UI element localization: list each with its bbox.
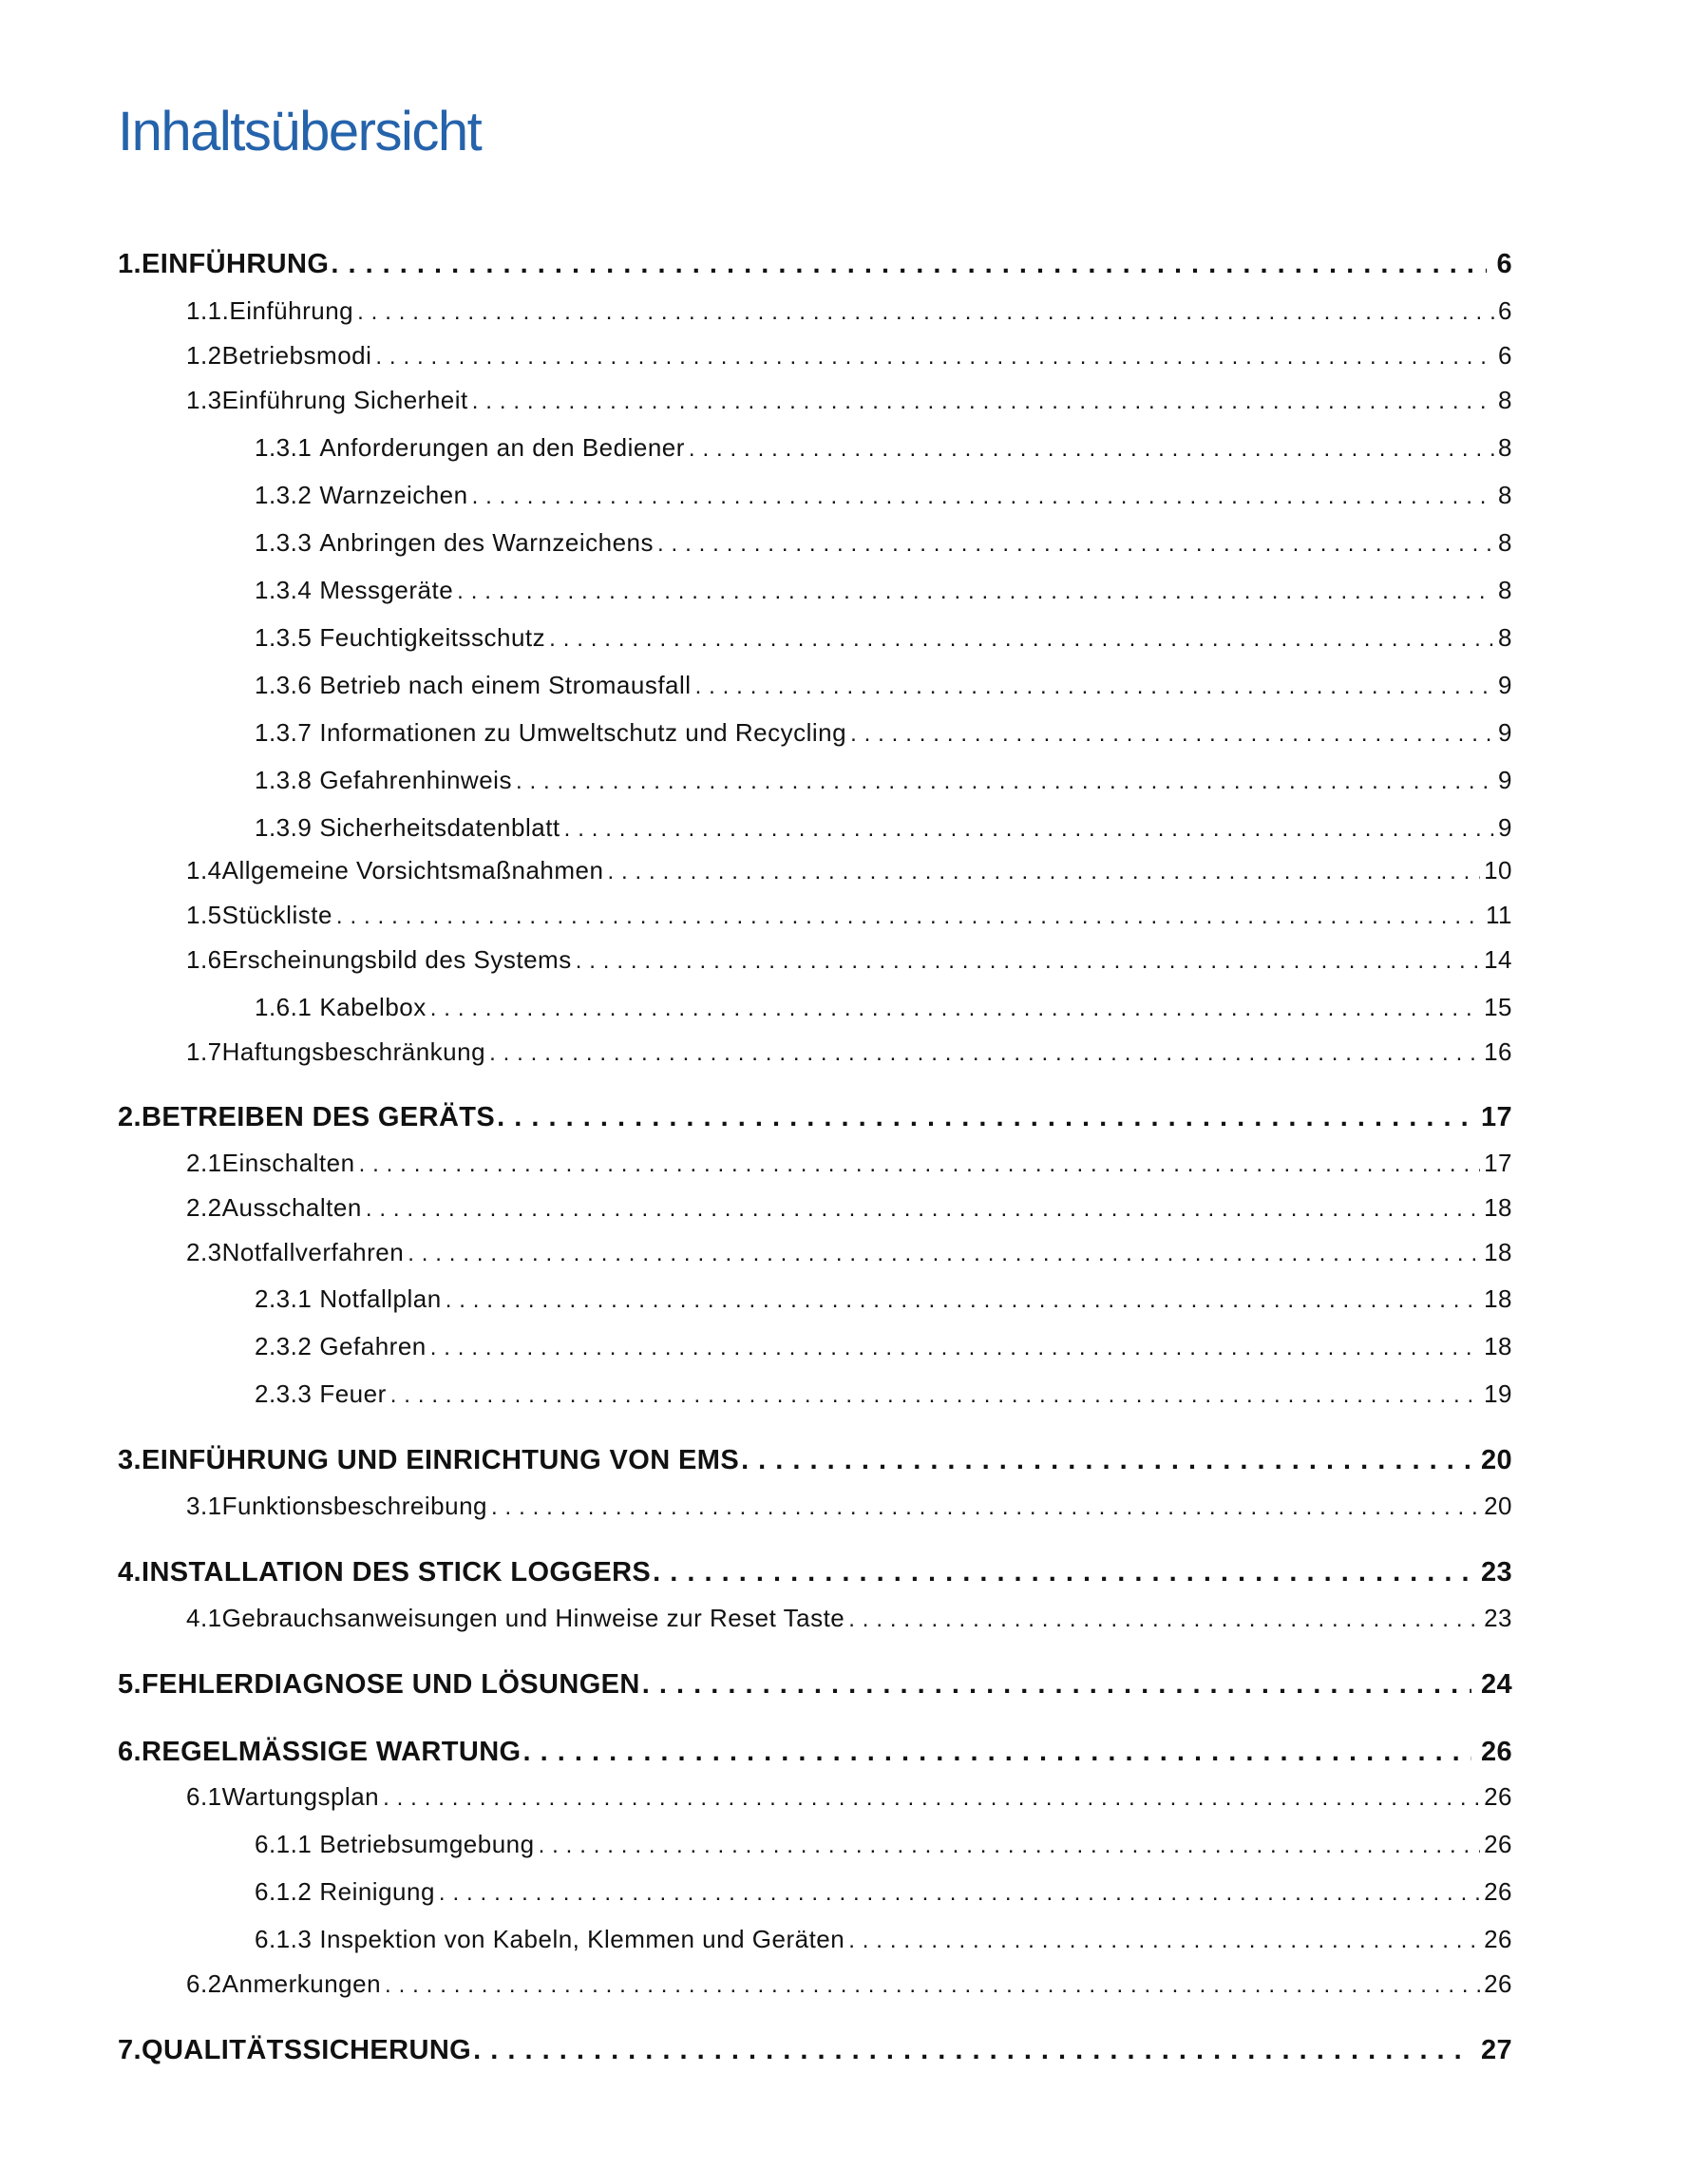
toc-entry-line[interactable]	[255, 571, 1512, 609]
section-title[interactable]: Einschalten	[221, 1149, 355, 1177]
toc-entry-line[interactable]	[255, 476, 1512, 514]
dot-leader	[430, 990, 1480, 1026]
dot-leader	[576, 942, 1480, 979]
toc-entry-level-3[interactable]	[0, 618, 1708, 656]
dot-leader	[549, 620, 1494, 656]
toc-entry-level-1[interactable]	[0, 1665, 1708, 1703]
toc-entry-level-2[interactable]	[0, 851, 1708, 889]
section-title[interactable]: Gefahren	[319, 1332, 427, 1360]
dot-leader	[741, 1441, 1471, 1479]
toc-entry-level-1[interactable]	[0, 1553, 1708, 1591]
section-title[interactable]: Stückliste	[221, 901, 332, 929]
section-title[interactable]: Einführung	[229, 296, 354, 325]
page-number[interactable]: 24	[1480, 1669, 1512, 1700]
section-number: 1.6.1	[255, 993, 313, 1021]
dot-leader	[564, 810, 1494, 846]
page-number[interactable]: 9	[1498, 718, 1512, 747]
toc-entry-line[interactable]	[186, 1965, 1512, 2003]
toc-entry-line[interactable]	[118, 1733, 1512, 1771]
dot-leader	[539, 1827, 1480, 1863]
section-number: 6.1.3	[255, 1925, 313, 1953]
page-number[interactable]: 23	[1484, 1604, 1512, 1632]
toc-entry-level-2[interactable]	[0, 292, 1708, 330]
section-title[interactable]: Feuchtigkeitsschutz	[319, 623, 546, 652]
dot-leader	[446, 1282, 1480, 1318]
toc-entry-line[interactable]	[186, 1033, 1512, 1071]
section-title[interactable]: Anbringen des Warnzeichens	[319, 528, 655, 557]
section-title[interactable]: Allgemeine Vorsichtsmaßnahmen	[221, 856, 604, 884]
page-number[interactable]: 8	[1498, 528, 1512, 557]
page-number[interactable]: 9	[1498, 671, 1512, 699]
page-number[interactable]: 8	[1498, 481, 1512, 509]
dot-leader	[390, 1377, 1480, 1413]
page-number[interactable]: 26	[1484, 1877, 1512, 1906]
toc-entry-level-3[interactable]	[0, 761, 1708, 799]
section-number: 1.3.8	[255, 766, 313, 794]
section-title[interactable]: Feuer	[319, 1379, 387, 1408]
toc-entry-line[interactable]	[255, 808, 1512, 846]
page-number[interactable]: 20	[1484, 1492, 1512, 1520]
section-number: 6.2	[186, 1969, 222, 1998]
section-number: 5.	[118, 1669, 142, 1700]
section-title[interactable]: QUALITÄTSSICHERUNG	[142, 2035, 472, 2065]
section-title[interactable]: Haftungsbeschränkung	[221, 1037, 486, 1066]
toc-entry-line[interactable]	[186, 336, 1512, 374]
section-number: 7.	[118, 2035, 142, 2065]
section-number: 2.3.1	[255, 1284, 313, 1313]
toc-entry-line[interactable]	[186, 896, 1512, 934]
dot-leader	[472, 478, 1494, 514]
page-number[interactable]: 18	[1484, 1284, 1512, 1313]
toc-entry-line[interactable]	[186, 381, 1512, 419]
section-title[interactable]: Einführung Sicherheit	[221, 386, 468, 414]
dot-leader	[359, 1146, 1481, 1182]
page-number[interactable]: 15	[1484, 993, 1512, 1021]
toc-entry-line[interactable]	[186, 1144, 1512, 1182]
page-number[interactable]: 10	[1484, 856, 1512, 884]
section-title[interactable]: Informationen zu Umweltschutz und Recycling	[319, 718, 847, 747]
page-number[interactable]: 18	[1484, 1332, 1512, 1360]
section-title[interactable]: FEHLERDIAGNOSE UND LÖSUNGEN	[142, 1669, 640, 1700]
toc-entry-level-2[interactable]	[0, 1965, 1708, 2003]
toc-entry-line[interactable]	[255, 523, 1512, 561]
toc-entry-line[interactable]	[255, 1327, 1512, 1365]
section-title[interactable]: Wartungsplan	[221, 1782, 380, 1811]
toc-entry-line[interactable]	[186, 941, 1512, 979]
dot-leader	[489, 1035, 1480, 1071]
page-number[interactable]: 17	[1484, 1149, 1512, 1177]
page-number[interactable]: 8	[1498, 576, 1512, 604]
section-number: 6.1	[186, 1782, 222, 1811]
toc-entry-level-3[interactable]	[0, 1327, 1708, 1365]
section-title[interactable]: Betrieb nach einem Stromausfall	[319, 671, 692, 699]
section-title[interactable]: Betriebsmodi	[221, 341, 372, 370]
toc-entry-line[interactable]	[255, 1825, 1512, 1863]
toc-entry-level-2[interactable]	[0, 1189, 1708, 1227]
toc-entry-line[interactable]	[186, 1233, 1512, 1271]
section-number: 6.	[118, 1737, 142, 1767]
toc-entry-line[interactable]	[186, 1778, 1512, 1816]
section-title[interactable]: EINFÜHRUNG	[142, 249, 330, 279]
toc-entry-line[interactable]	[186, 1599, 1512, 1637]
toc-entry-level-3[interactable]	[0, 1873, 1708, 1911]
section-title[interactable]: Ausschalten	[221, 1193, 362, 1222]
page-number[interactable]: 9	[1498, 813, 1512, 842]
toc-entry-line[interactable]	[186, 1189, 1512, 1227]
dot-leader	[439, 1874, 1480, 1911]
dot-leader	[642, 1665, 1471, 1703]
toc-entry-line[interactable]	[255, 1873, 1512, 1911]
toc-entry-level-2[interactable]	[0, 1033, 1708, 1071]
dot-leader	[385, 1967, 1480, 2003]
section-number: 6.1.1	[255, 1830, 313, 1858]
toc-entry-level-3[interactable]	[0, 666, 1708, 704]
toc-entry-level-1[interactable]	[0, 245, 1708, 283]
section-title[interactable]: Notfallverfahren	[221, 1238, 405, 1266]
toc-entry-level-3[interactable]	[0, 1280, 1708, 1318]
toc-entry-line[interactable]	[118, 245, 1512, 283]
toc-entry-level-1[interactable]	[0, 2031, 1708, 2069]
section-title[interactable]: Warnzeichen	[319, 481, 468, 509]
toc-entry-level-1[interactable]	[0, 1098, 1708, 1136]
toc-entry-level-2[interactable]	[0, 1778, 1708, 1816]
dot-leader	[383, 1779, 1480, 1816]
dot-leader	[497, 1098, 1471, 1136]
section-number: 2.3.2	[255, 1332, 313, 1360]
page-number[interactable]: 27	[1480, 2035, 1512, 2065]
page-number[interactable]: 18	[1484, 1193, 1512, 1222]
page-number[interactable]: 20	[1480, 1445, 1512, 1475]
section-title[interactable]: Betriebsumgebung	[319, 1830, 535, 1858]
section-title[interactable]: Anforderungen an den Bediener	[319, 433, 685, 462]
toc-entry-level-3[interactable]	[0, 1375, 1708, 1413]
dot-leader	[848, 1601, 1480, 1637]
dot-leader	[375, 338, 1494, 374]
section-number: 3.1	[186, 1492, 222, 1520]
page-number[interactable]: 19	[1484, 1379, 1512, 1408]
section-number: 1.6	[186, 945, 222, 974]
toc-entry-level-2[interactable]	[0, 941, 1708, 979]
toc-entry-level-2[interactable]	[0, 1599, 1708, 1637]
page-number[interactable]: 26	[1484, 1830, 1512, 1858]
toc-entry-level-2[interactable]	[0, 1233, 1708, 1271]
section-title[interactable]: Sicherheitsdatenblatt	[319, 813, 560, 842]
toc-entry-level-3[interactable]	[0, 476, 1708, 514]
page-number[interactable]: 11	[1486, 901, 1512, 929]
section-number: 2.3	[186, 1238, 222, 1266]
toc-entry-line[interactable]	[255, 618, 1512, 656]
toc-entry-level-3[interactable]	[0, 988, 1708, 1026]
toc-entry-line[interactable]	[118, 1553, 1512, 1591]
toc-entry-line[interactable]	[255, 1280, 1512, 1318]
dot-leader	[689, 430, 1494, 466]
toc-entry-line[interactable]	[255, 428, 1512, 466]
toc-entry-line[interactable]	[186, 292, 1512, 330]
toc-entry-line[interactable]	[255, 988, 1512, 1026]
section-title[interactable]: Gefahrenhinweis	[319, 766, 512, 794]
section-number: 1.3.5	[255, 623, 313, 652]
section-title[interactable]: Inspektion von Kabeln, Klemmen und Geräten	[319, 1925, 845, 1953]
section-number: 1.2	[186, 341, 222, 370]
section-number: 1.7	[186, 1037, 222, 1066]
toc-entry-line[interactable]	[186, 851, 1512, 889]
section-title[interactable]: INSTALLATION DES STICK LOGGERS	[142, 1557, 652, 1588]
page-number[interactable]: 6	[1498, 341, 1512, 370]
page-number[interactable]: 16	[1484, 1037, 1512, 1066]
section-number: 1.3.4	[255, 576, 313, 604]
toc-entry-line[interactable]	[118, 1441, 1512, 1479]
page-number[interactable]: 18	[1484, 1238, 1512, 1266]
section-number: 1.4	[186, 856, 222, 884]
dot-leader	[457, 573, 1494, 609]
section-number: 6.1.2	[255, 1877, 313, 1906]
page-title: Inhaltsübersicht	[118, 101, 482, 162]
dot-leader	[408, 1235, 1480, 1271]
section-number: 2.3.3	[255, 1379, 313, 1408]
section-title[interactable]: Gebrauchsanweisungen und Hinweise zur Reset Taste	[221, 1604, 845, 1632]
toc-entry-level-3[interactable]	[0, 1920, 1708, 1958]
toc-entry-line[interactable]	[255, 761, 1512, 799]
page-number[interactable]: 26	[1480, 1737, 1512, 1767]
section-title[interactable]: Funktionsbeschreibung	[221, 1492, 487, 1520]
section-number: 2.	[118, 1102, 142, 1132]
toc-entry-level-3[interactable]	[0, 428, 1708, 466]
section-number: 1.5	[186, 901, 222, 929]
dot-leader	[653, 1553, 1471, 1591]
dot-leader	[657, 525, 1494, 561]
page-number[interactable]: 26	[1484, 1969, 1512, 1998]
toc-entry-level-3[interactable]	[0, 713, 1708, 751]
toc-entry-line[interactable]	[118, 1098, 1512, 1136]
section-number: 4.1	[186, 1604, 222, 1632]
section-number: 4.	[118, 1557, 142, 1588]
dot-leader	[695, 668, 1494, 704]
dot-leader	[848, 1922, 1480, 1958]
toc-entry-level-2[interactable]	[0, 1487, 1708, 1525]
dot-leader	[607, 853, 1480, 889]
toc-entry-level-3[interactable]	[0, 523, 1708, 561]
section-number: 1.3.7	[255, 718, 313, 747]
page-number[interactable]: 8	[1498, 433, 1512, 462]
section-number: 3.	[118, 1445, 142, 1475]
section-title[interactable]: EINFÜHRUNG UND EINRICHTUNG VON EMS	[142, 1445, 740, 1475]
page-number[interactable]: 17	[1480, 1102, 1512, 1132]
section-number: 1.	[118, 249, 142, 279]
toc-entry-level-2[interactable]	[0, 381, 1708, 419]
page-number[interactable]: 26	[1484, 1782, 1512, 1811]
toc-entry-line[interactable]	[255, 1375, 1512, 1413]
dot-leader	[523, 1733, 1471, 1771]
toc-entry-line[interactable]	[118, 2031, 1512, 2069]
section-number: 2.1	[186, 1149, 222, 1177]
section-title[interactable]: REGELMÄSSIGE WARTUNG	[142, 1737, 522, 1767]
toc-entry-level-1[interactable]	[0, 1441, 1708, 1479]
toc-entry-line[interactable]	[186, 1487, 1512, 1525]
dot-leader	[473, 2031, 1471, 2069]
toc-entry-level-2[interactable]	[0, 336, 1708, 374]
toc-entry-level-3[interactable]	[0, 808, 1708, 846]
page-number[interactable]: 14	[1484, 945, 1512, 974]
section-number: 2.2	[186, 1193, 222, 1222]
toc-entry-level-3[interactable]	[0, 571, 1708, 609]
dot-leader	[331, 245, 1487, 283]
page-number[interactable]: 8	[1498, 386, 1512, 414]
dot-leader	[336, 898, 1482, 934]
page-number[interactable]: 9	[1498, 766, 1512, 794]
dot-leader	[516, 763, 1494, 799]
page-number[interactable]: 6	[1498, 296, 1512, 325]
page-number[interactable]: 6	[1496, 249, 1512, 279]
section-title[interactable]: Kabelbox	[319, 993, 427, 1021]
section-number: 1.3.6	[255, 671, 313, 699]
toc-entry-level-2[interactable]	[0, 896, 1708, 934]
dot-leader	[850, 715, 1494, 751]
dot-leader	[366, 1190, 1480, 1227]
section-number: 1.3.1	[255, 433, 313, 462]
dot-leader	[491, 1489, 1480, 1525]
toc-entry-level-3[interactable]	[0, 1825, 1708, 1863]
toc-entry-line[interactable]	[255, 713, 1512, 751]
section-title[interactable]: BETREIBEN DES GERÄTS	[142, 1102, 496, 1132]
section-title[interactable]: Anmerkungen	[221, 1969, 382, 1998]
section-number: 1.1.	[186, 296, 230, 325]
toc-entry-line[interactable]	[255, 1920, 1512, 1958]
section-title[interactable]: Reinigung	[319, 1877, 435, 1906]
section-number: 1.3.3	[255, 528, 313, 557]
page-number[interactable]: 23	[1480, 1557, 1512, 1588]
section-title[interactable]: Erscheinungsbild des Systems	[221, 945, 572, 974]
page-number[interactable]: 8	[1498, 623, 1512, 652]
section-number: 1.3	[186, 386, 222, 414]
dot-leader	[430, 1329, 1480, 1365]
toc-entry-level-1[interactable]	[0, 1733, 1708, 1771]
page-number[interactable]: 26	[1484, 1925, 1512, 1953]
dot-leader	[357, 294, 1494, 330]
toc-entry-level-2[interactable]	[0, 1144, 1708, 1182]
section-title[interactable]: Notfallplan	[319, 1284, 442, 1313]
toc-entry-line[interactable]	[118, 1665, 1512, 1703]
toc-entry-line[interactable]	[255, 666, 1512, 704]
dot-leader	[472, 383, 1494, 419]
section-number: 1.3.9	[255, 813, 313, 842]
section-number: 1.3.2	[255, 481, 313, 509]
section-title[interactable]: Messgeräte	[319, 576, 454, 604]
